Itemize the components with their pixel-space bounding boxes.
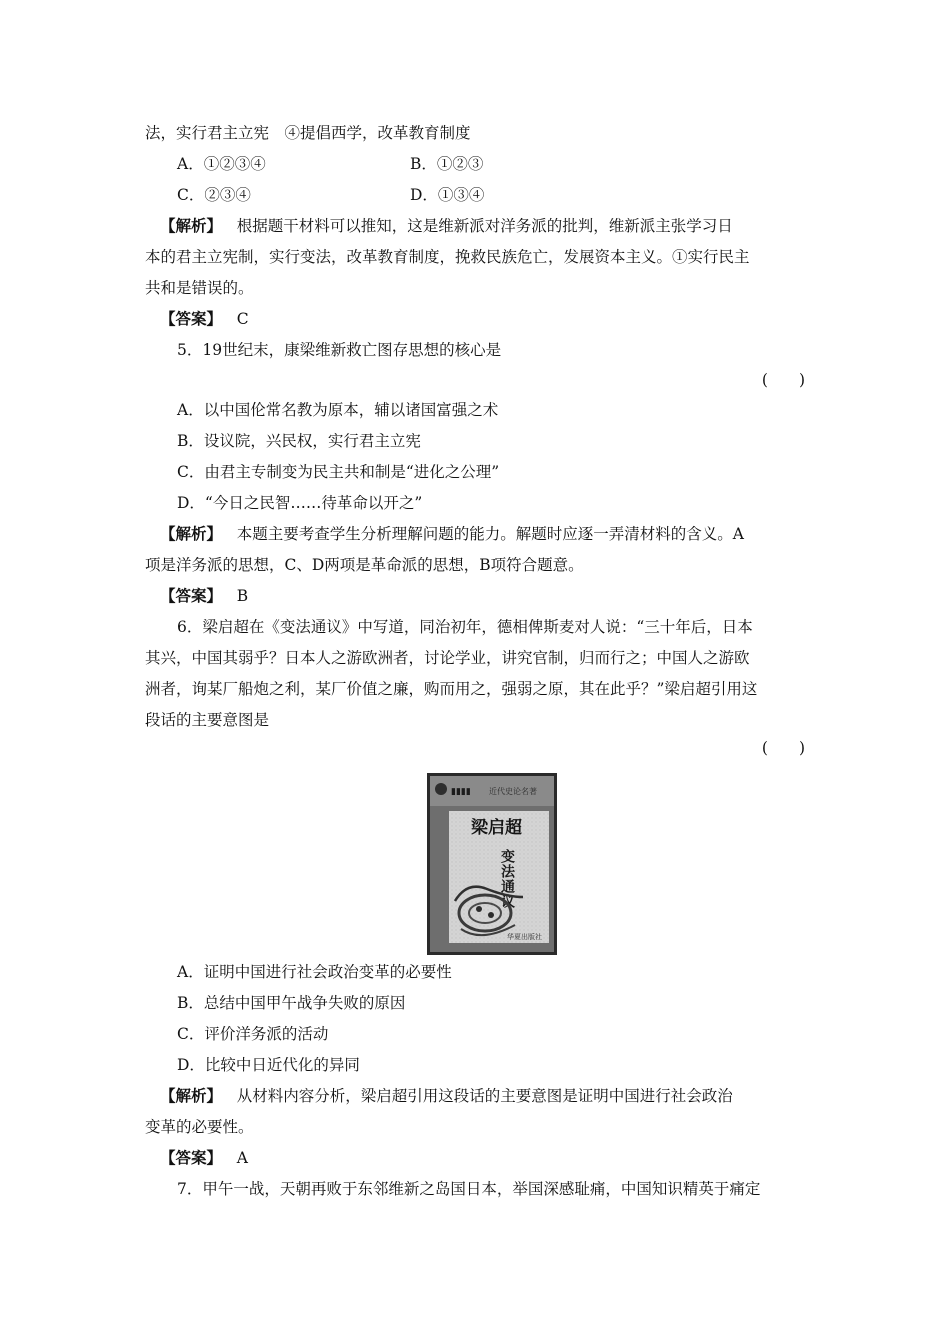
q4-analysis-line-2: 本的君主立宪制，实行变法，改革教育制度，挽救民族危亡，发展资本主义。①实行民主	[145, 248, 750, 266]
q4-answer-value: C	[236, 310, 249, 328]
q6-stem-line-4: 段话的主要意图是	[145, 711, 270, 729]
q5-answer-value: B	[236, 587, 249, 605]
book-publisher: 华夏出版社	[507, 933, 542, 941]
q5-stem: 5．19世纪末，康梁维新救亡图存思想的核心是	[177, 341, 502, 359]
q4-option-d: D．①③④	[410, 186, 485, 204]
q7-stem: 7．甲午一战，天朝再败于东邻维新之岛国日本，举国深感耻痛，中国知识精英于痛定	[177, 1180, 761, 1198]
book-cover-image	[427, 773, 557, 955]
q6-analysis-line-2: 变革的必要性。	[145, 1118, 254, 1136]
q4-analysis	[160, 216, 733, 236]
q5-answer-paren: ( )	[761, 371, 805, 389]
q6-option-b: B．总结中国甲午战争失败的原因	[177, 994, 406, 1012]
q6-answer-paren: ( )	[761, 739, 805, 757]
q4-analysis-line-3: 共和是错误的。	[145, 279, 254, 297]
q6-answer	[160, 1148, 248, 1168]
q4-stem-tail: 法，实行君主立宪 ④提倡西学，改革教育制度	[145, 124, 471, 142]
q5-option-b: B．设议院，兴民权，实行君主立宪	[177, 432, 421, 450]
q5-option-a: A．以中国伦常名教为原本，辅以诸国富强之术	[177, 401, 499, 419]
svg-text:▮▮▮▮: ▮▮▮▮	[451, 787, 471, 797]
q5-option-d: D．“今日之民智……待革命以开之”	[177, 494, 423, 512]
q5-option-c: C．由君主专制变为民主共和制是“进化之公理”	[177, 463, 500, 481]
q4-analysis-label: 【解析】	[160, 216, 223, 235]
q5-analysis-line-2: 项是洋务派的思想，C、D两项是革命派的思想，B项符合题意。	[145, 556, 584, 574]
q5-analysis-line-1: 本题主要考查学生分析理解问题的能力。解题时应逐一弄清材料的含义。A	[236, 525, 744, 543]
q4-option-c: C．②③④	[177, 186, 251, 204]
q6-answer-value: A	[236, 1149, 248, 1167]
q6-analysis	[160, 1086, 733, 1106]
q5-answer	[160, 586, 248, 606]
q4-option-b: B．①②③	[410, 155, 484, 173]
book-title: 变法通议	[499, 849, 515, 909]
q5-answer-label: 【答案】	[160, 586, 223, 605]
q6-stem-line-3: 洲者，询某厂船炮之利，某厂价值之廉，购而用之，强弱之原，其在此乎？”梁启超引用这	[145, 680, 758, 698]
book-author: 梁启超	[471, 818, 522, 838]
book-series: 近代史论名著	[489, 787, 537, 796]
q4-analysis-line-1: 根据题干材料可以推知，这是维新派对洋务派的批判，维新派主张学习日	[236, 217, 733, 235]
q5-analysis	[160, 524, 744, 544]
q5-analysis-label: 【解析】	[160, 524, 223, 543]
q4-option-a: A．①②③④	[177, 155, 266, 173]
q6-option-a: A．证明中国进行社会政治变革的必要性	[177, 963, 452, 981]
q4-answer-label: 【答案】	[160, 309, 223, 328]
q6-option-d: D．比较中日近代化的异同	[177, 1056, 360, 1074]
q6-stem-line-2: 其兴，中国其弱乎？日本人之游欧洲者，讨论学业，讲究官制，归而行之；中国人之游欧	[145, 649, 750, 667]
q6-analysis-line-1: 从材料内容分析，梁启超引用这段话的主要意图是证明中国进行社会政治	[236, 1087, 733, 1105]
q4-answer	[160, 309, 249, 329]
q6-stem-line-1: 6．梁启超在《变法通议》中写道，同治初年，德相俾斯麦对人说：“三十年后，日本	[177, 618, 753, 636]
q6-option-c: C．评价洋务派的活动	[177, 1025, 329, 1043]
q6-answer-label: 【答案】	[160, 1148, 223, 1167]
q6-analysis-label: 【解析】	[160, 1086, 223, 1105]
